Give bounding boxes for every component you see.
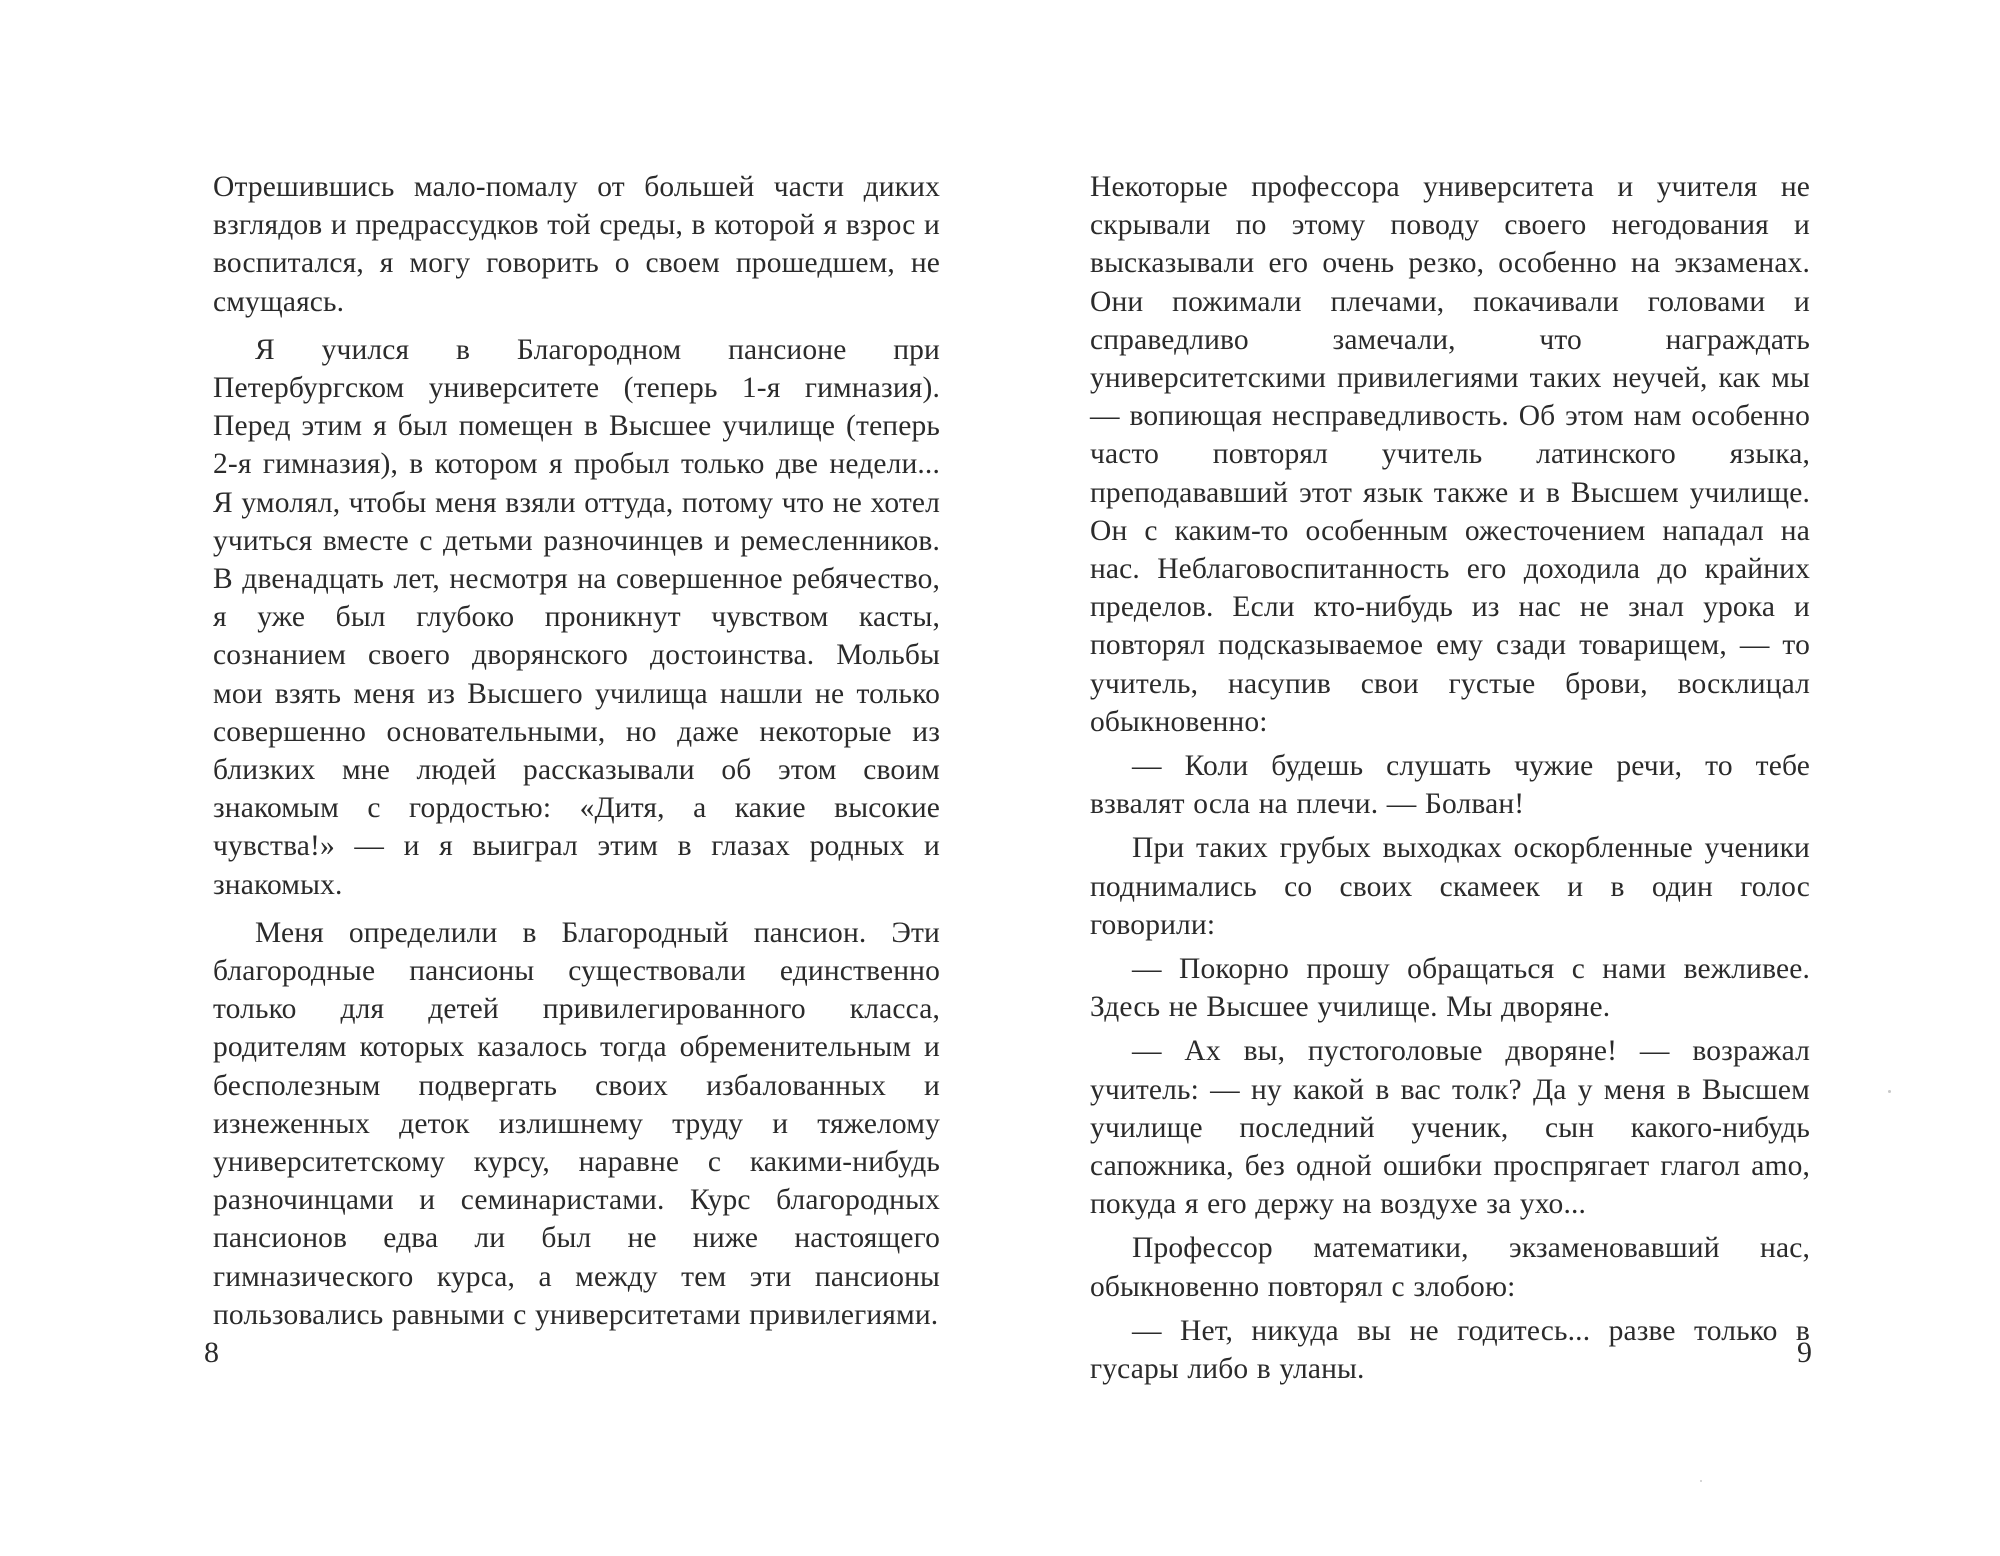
page-number: 9 xyxy=(1797,1336,1812,1369)
dialog-line: — Покорно прошу обращаться с нами вежливее. Здесь не Высшее училище. Мы дворяне. xyxy=(1090,953,1810,1024)
left-page-text xyxy=(213,168,940,1334)
paragraph: Отрешившись мало-помалу от большей части диких взглядов и предрассудков той среды, в которой я взрос и воспитался, я могу говорить о своем прошедшем, не смущаясь. xyxy=(213,171,940,318)
paper-speck xyxy=(1700,1480,1702,1482)
dialog-line: — Ах вы, пустоголовые дворяне! — возражал учитель: — ну какой в вас толк? Да у меня в Высшем училище последний ученик, сын какого-нибудь сапожника, без одной ошибки проспрягает глагол amo, покуда я его держу на воздухе за ухо... xyxy=(1090,1035,1810,1221)
right-page xyxy=(1000,0,2000,1556)
paragraph: При таких грубых выходках оскорбленные ученики поднимались со своих скамеек и в один голос говорили: xyxy=(1090,832,1810,941)
dialog-line: — Коли будешь слушать чужие речи, то тебе взвалят осла на плечи. — Болван! xyxy=(1090,750,1810,821)
right-page-text xyxy=(1090,168,1810,1388)
paragraph: Я учился в Благородном пансионе при Петербургском университете (теперь 1-я гимназия). Перед этим я был помещен в Высшее училище (теперь 2-я гимназия), в котором я пробыл только две недели... Я умолял, чтобы меня взяли оттуда, потому что не хотел учиться вместе с детьми разночинцев и ремесленников. В двенадцать лет, несмотря на совершенное ребячество, я уже был глубоко проникнут чувством касты, сознанием своего дворянского достоинства. Мольбы мои взять меня из Высшего училища нашли не только совершенно основательными, но даже некоторые из близких мне людей рассказывали об этом своим знакомым с гордостью: «Дитя, а какие высокие чувства!» — и я выиграл этим в глазах родных и знакомых. xyxy=(213,333,940,901)
paragraph: Некоторые профессора университета и учителя не скрывали по этому поводу своего негодования и высказывали его очень резко, особенно на экзаменах. Они пожимали плечами, покачивали головами и справедливо замечали, что награждать университетскими привилегиями таких неучей, как мы — вопиющая несправедливость. Об этом нам особенно часто повторял учитель латинского языка, преподававший этот язык также и в Высшем училище. Он с каким-то особенным ожесточением нападал на нас. Неблаговоспитанность его доходила до крайних пределов. Если кто-нибудь из нас не знал урока и повторял подсказываемое ему сзади товарищем, — то учитель, насупив свои густые брови, восклицал обыкновенно: xyxy=(1090,171,1810,738)
dialog-line: — Нет, никуда вы не годитесь... разве только в гусары либо в уланы. xyxy=(1090,1314,1810,1386)
paragraph: Профессор математики, экзаменовавший нас, обыкновенно повторял с злобою: xyxy=(1090,1232,1810,1303)
paper-speck xyxy=(1888,1090,1891,1093)
paragraph: Меня определили в Благородный пансион. Эти благородные пансионы существовали единственно только для детей привилегированного класса, родителям которых казалось тогда обременительным и бесполезным подвергать своих избалованных и изнеженных деток излишнему труду и тяжелому университетскому курсу, наравне с какими-нибудь разночинцами и семинаристами. Курс благородных пансионов едва ли был не ниже настоящего гимназического курса, а между тем эти пансионы пользовались равными с университетами привилегиями. xyxy=(213,916,940,1331)
page-number: 8 xyxy=(204,1336,219,1369)
